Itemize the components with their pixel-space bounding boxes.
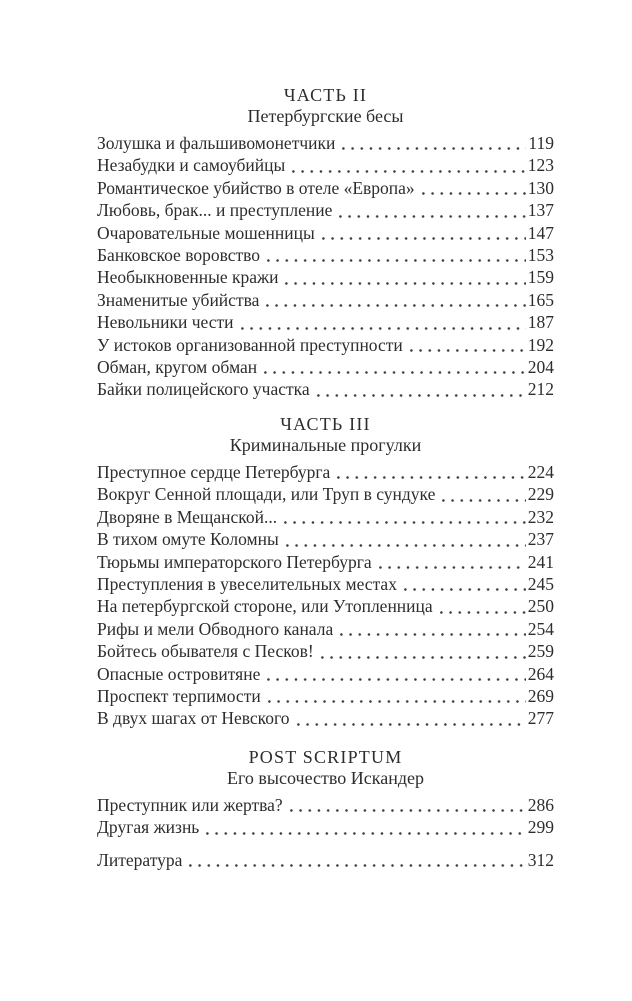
dot-leader <box>292 170 525 173</box>
toc-entry <box>97 222 554 244</box>
entry-title: Банковское воровство <box>97 245 261 266</box>
toc-entry <box>97 506 554 528</box>
entry-page-number: 123 <box>527 155 554 176</box>
dot-leader <box>440 611 526 614</box>
dot-leader <box>206 832 525 835</box>
entry-title: Любовь, брак... и преступление <box>97 200 333 221</box>
entry-title: Вокруг Сенной площади, или Труп в сундуке <box>97 484 436 505</box>
dot-leader <box>266 304 525 307</box>
dot-leader <box>321 656 526 659</box>
entry-title: Необыкновенные кражи <box>97 267 279 288</box>
entry-title: Золушка и фальшивомонетчики <box>97 133 336 153</box>
entry-page-number: 130 <box>527 177 554 198</box>
dot-leader <box>379 566 526 569</box>
section-entries <box>97 132 554 401</box>
entry-page-number: 254 <box>527 618 554 639</box>
toc-entry <box>97 794 554 816</box>
toc-entry <box>97 663 554 685</box>
dot-leader <box>322 237 526 240</box>
entry-title: Рифы и мели Обводного канала <box>97 618 334 639</box>
entry-page-number: 259 <box>527 641 554 662</box>
entry-page-number: 212 <box>527 379 554 400</box>
toc-entry <box>97 132 554 154</box>
entry-page-number: 165 <box>527 289 554 310</box>
toc-entry <box>97 154 554 176</box>
entry-page-number: 232 <box>527 506 554 527</box>
entry-title: Обман, кругом обман <box>97 357 258 378</box>
toc-entry <box>97 618 554 640</box>
entry-page-number: 159 <box>527 267 554 288</box>
toc-entry <box>97 461 554 483</box>
dot-leader <box>317 394 526 397</box>
toc-section <box>97 414 554 730</box>
section-subtitle: Криминальные прогулки <box>229 434 422 455</box>
toc-entry <box>97 551 554 573</box>
entry-page-number: 147 <box>527 222 554 243</box>
dot-leader <box>241 327 526 330</box>
entry-page-number: 312 <box>527 849 554 870</box>
dot-leader <box>404 588 526 591</box>
entry-title: Преступник или жертва? <box>97 794 283 815</box>
entry-page-number: 237 <box>527 529 554 550</box>
section-entries <box>97 794 554 871</box>
entry-title: Опасные островитяне <box>97 663 261 684</box>
entry-page-number: 286 <box>527 794 554 815</box>
dot-leader <box>189 864 525 867</box>
entry-page-number: 241 <box>527 551 554 572</box>
dot-leader <box>337 476 525 479</box>
entry-title: Тюрьмы императорского Петербурга <box>97 551 372 572</box>
toc-entry <box>97 573 554 595</box>
toc-entry <box>97 685 554 707</box>
entry-page-number: 153 <box>527 245 554 266</box>
entry-title: Очаровательные мошенницы <box>97 222 315 243</box>
dot-leader <box>442 499 525 502</box>
entry-title: В тихом омуте Коломны <box>97 529 279 550</box>
section-subtitle: Петербургские бесы <box>247 106 404 126</box>
toc-entry <box>97 595 554 617</box>
entry-title: Другая жизнь <box>97 817 200 838</box>
entry-title: Проспект терпимости <box>97 685 261 706</box>
toc-entry <box>97 289 554 311</box>
entry-title: Преступное сердце Петербурга <box>97 461 331 482</box>
entry-title: У истоков организованной преступности <box>97 334 403 355</box>
section-entries <box>97 461 554 730</box>
entry-title: Незабудки и самоубийцы <box>97 155 286 176</box>
toc-entry <box>97 356 554 378</box>
entry-page-number: 299 <box>527 817 554 838</box>
dot-leader <box>286 544 526 547</box>
entry-page-number: 250 <box>527 596 554 617</box>
toc-entry <box>97 266 554 288</box>
toc-entry <box>97 378 554 400</box>
section-kicker: ЧАСТЬ II <box>283 85 368 105</box>
entry-title: Литература <box>97 849 183 870</box>
entry-page-number: 264 <box>527 663 554 684</box>
entry-title: Байки полицейского участка <box>97 379 310 400</box>
dot-leader <box>268 700 526 703</box>
entry-page-number: 277 <box>527 708 554 729</box>
toc-entry <box>97 199 554 221</box>
toc-entry <box>97 707 554 729</box>
entry-page-number: 269 <box>527 685 554 706</box>
toc-entry <box>97 816 554 838</box>
toc-section <box>97 85 554 401</box>
dot-leader <box>284 521 526 524</box>
entry-title: На петербургской стороне, или Утопленница <box>97 596 433 617</box>
toc-section <box>97 747 554 871</box>
entry-title: Преступления в увеселительных местах <box>97 573 397 594</box>
dot-leader <box>340 633 526 636</box>
toc-page <box>97 0 554 871</box>
entry-title: Знаменитые убийства <box>97 289 260 310</box>
dot-leader <box>267 678 525 681</box>
section-kicker: POST SCRIPTUM <box>248 746 403 767</box>
dot-leader <box>267 259 526 262</box>
dot-leader <box>422 192 526 195</box>
entry-page-number: 119 <box>528 133 554 153</box>
dot-leader <box>285 282 525 285</box>
dot-leader <box>339 215 525 218</box>
toc-entry <box>97 311 554 333</box>
toc-entry <box>97 640 554 662</box>
entry-page-number: 245 <box>527 573 554 594</box>
toc-entry <box>97 483 554 505</box>
dot-leader <box>342 147 526 150</box>
toc-entry <box>97 177 554 199</box>
dot-leader <box>290 809 526 812</box>
dot-leader <box>410 349 526 352</box>
entry-title: Романтическое убийство в отеле «Европа» <box>97 177 415 198</box>
entry-page-number: 137 <box>527 200 554 221</box>
toc-entry <box>97 244 554 266</box>
toc-entry <box>97 528 554 550</box>
section-kicker: ЧАСТЬ III <box>280 413 371 434</box>
entry-page-number: 192 <box>527 334 554 355</box>
dot-leader <box>297 723 526 726</box>
section-subtitle: Его высочество Искандер <box>227 767 424 788</box>
toc-entry <box>97 849 554 871</box>
entry-title: Невольники чести <box>97 312 234 333</box>
entry-title: Дворяне в Мещанской... <box>97 506 278 527</box>
entry-page-number: 229 <box>527 484 554 505</box>
dot-leader <box>264 371 526 374</box>
toc-entry <box>97 334 554 356</box>
entry-page-number: 187 <box>527 312 554 333</box>
entry-title: В двух шагах от Невского <box>97 708 290 729</box>
entry-page-number: 224 <box>527 461 554 482</box>
entry-page-number: 204 <box>527 357 554 378</box>
entry-title: Бойтесь обывателя с Песков! <box>97 641 314 662</box>
